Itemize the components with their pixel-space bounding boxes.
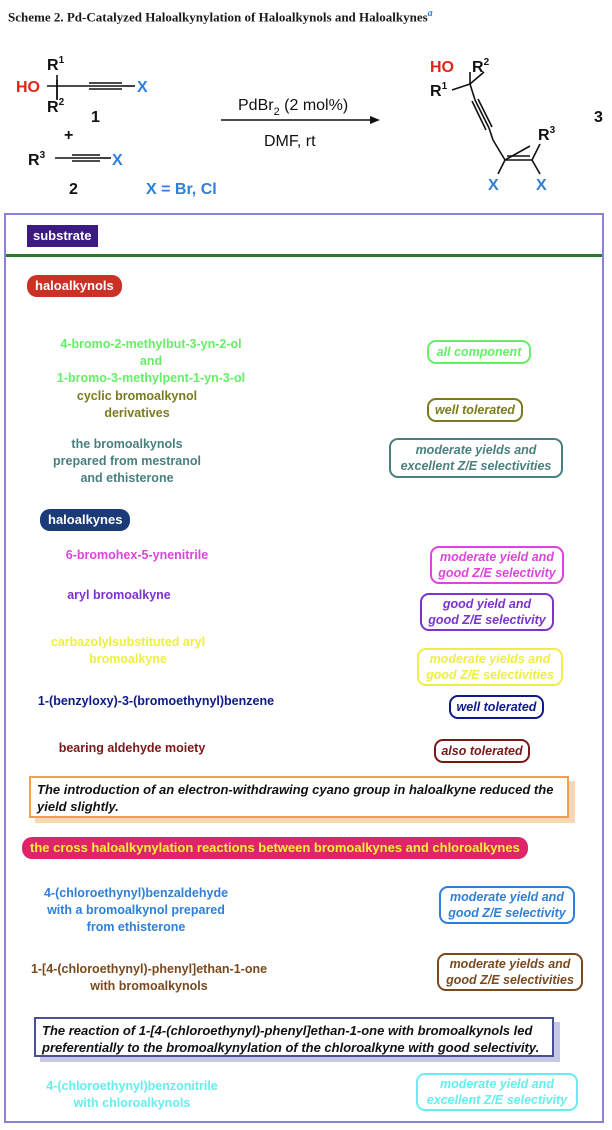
reactant1-ho: HO	[16, 79, 40, 96]
substrate-entry: the bromoalkynols prepared from mestranol and ethisterone	[53, 437, 201, 485]
product-x-left: X	[488, 177, 499, 194]
reactant2-r3: $R^3$	[28, 150, 46, 169]
substrate-entry: aryl bromoalkyne	[67, 588, 171, 602]
product-r1: $R^1$	[430, 81, 448, 100]
result-badge: moderate yields and good Z/E selectivities	[437, 953, 583, 991]
product-number: 3	[594, 109, 603, 126]
tag-haloalkynols: haloalkynols	[27, 275, 122, 297]
substrate-entry: bearing aldehyde moiety	[58, 741, 206, 755]
substrate-entry: cyclic bromoalkynol derivatives	[76, 389, 198, 420]
reactant2-x: X	[112, 152, 123, 169]
reactant1-number: 1	[91, 109, 100, 126]
substrate-entry: 4-(chloroethynyl)benzaldehyde with a bromoalkynol prepared from ethisterone	[43, 886, 229, 934]
result-badge: all component	[427, 340, 531, 364]
result-badge: moderate yield and excellent Z/E selectivity	[416, 1073, 578, 1111]
substrate-entry: 6-bromohex-5-ynenitrile	[65, 548, 209, 562]
result-badge: also tolerated	[434, 739, 530, 763]
x-definition: X = Br, Cl	[146, 181, 217, 198]
note-selectivity: The reaction of 1-[4-(chloroethynyl)-phenyl]ethan-1-one with bromoalkynols led preferentially to the bromoalkynylation of the chloroalkyne with good selectivity.	[34, 1017, 554, 1057]
note-cyano-effect: The introduction of an electron-withdrawing cyano group in haloalkyne reduced the yield slightly.	[29, 776, 569, 818]
substrate-entry: 4-bromo-2-methylbut-3-yn-2-ol and 1-bromo-3-methylpent-1-yn-3-ol	[56, 337, 246, 385]
result-badge: moderate yields and excellent Z/E selectivities	[389, 438, 563, 478]
caption-text: Scheme 2. Pd-Catalyzed Haloalkynylation of Haloalkynols and Haloalkynes	[8, 9, 428, 25]
result-badge: moderate yield and good Z/E selectivity	[430, 546, 564, 584]
substrate-entry: 1-(benzyloxy)-3-(bromoethynyl)benzene	[37, 694, 275, 708]
reaction-scheme	[0, 0, 612, 212]
product-x-right: X	[536, 177, 547, 194]
catalyst-label: PdBr$_2$ (2 mol%)	[238, 97, 349, 118]
result-badge: well tolerated	[449, 695, 544, 719]
caption-footnote: a	[427, 8, 433, 19]
product-r2: $R^2$	[472, 57, 490, 76]
solvent-label: DMF, rt	[264, 133, 316, 150]
result-badge: well tolerated	[427, 398, 523, 422]
reactant1-r2: $R^2$	[47, 97, 65, 116]
product-ho: HO	[430, 59, 454, 76]
substrate-entry: carbazolylsubstituted aryl bromoalkyne	[50, 635, 206, 666]
reactant1-r1: $R^1$	[47, 55, 65, 74]
reactant2-number: 2	[69, 181, 78, 198]
tag-substrate: substrate	[27, 225, 98, 247]
reactant1-x: X	[137, 79, 148, 96]
plus-sign: +	[64, 127, 74, 144]
tag-haloalkynes: haloalkynes	[40, 509, 130, 531]
tag-cross-haloalkynylation: the cross haloalkynylation reactions between bromoalkynes and chloroalkynes	[22, 837, 528, 859]
product-r3: $R^3$	[538, 125, 556, 144]
result-badge: moderate yield and good Z/E selectivity	[439, 886, 575, 924]
result-badge: moderate yields and good Z/E selectivities	[417, 648, 563, 686]
substrate-entry: 1-[4-(chloroethynyl)-phenyl]ethan-1-one with bromoalkynols	[30, 962, 268, 993]
result-badge: good yield and good Z/E selectivity	[420, 593, 554, 631]
header-divider	[6, 254, 602, 257]
substrate-entry: 4-(chloroethynyl)benzonitrile with chloroalkynols	[46, 1079, 218, 1110]
